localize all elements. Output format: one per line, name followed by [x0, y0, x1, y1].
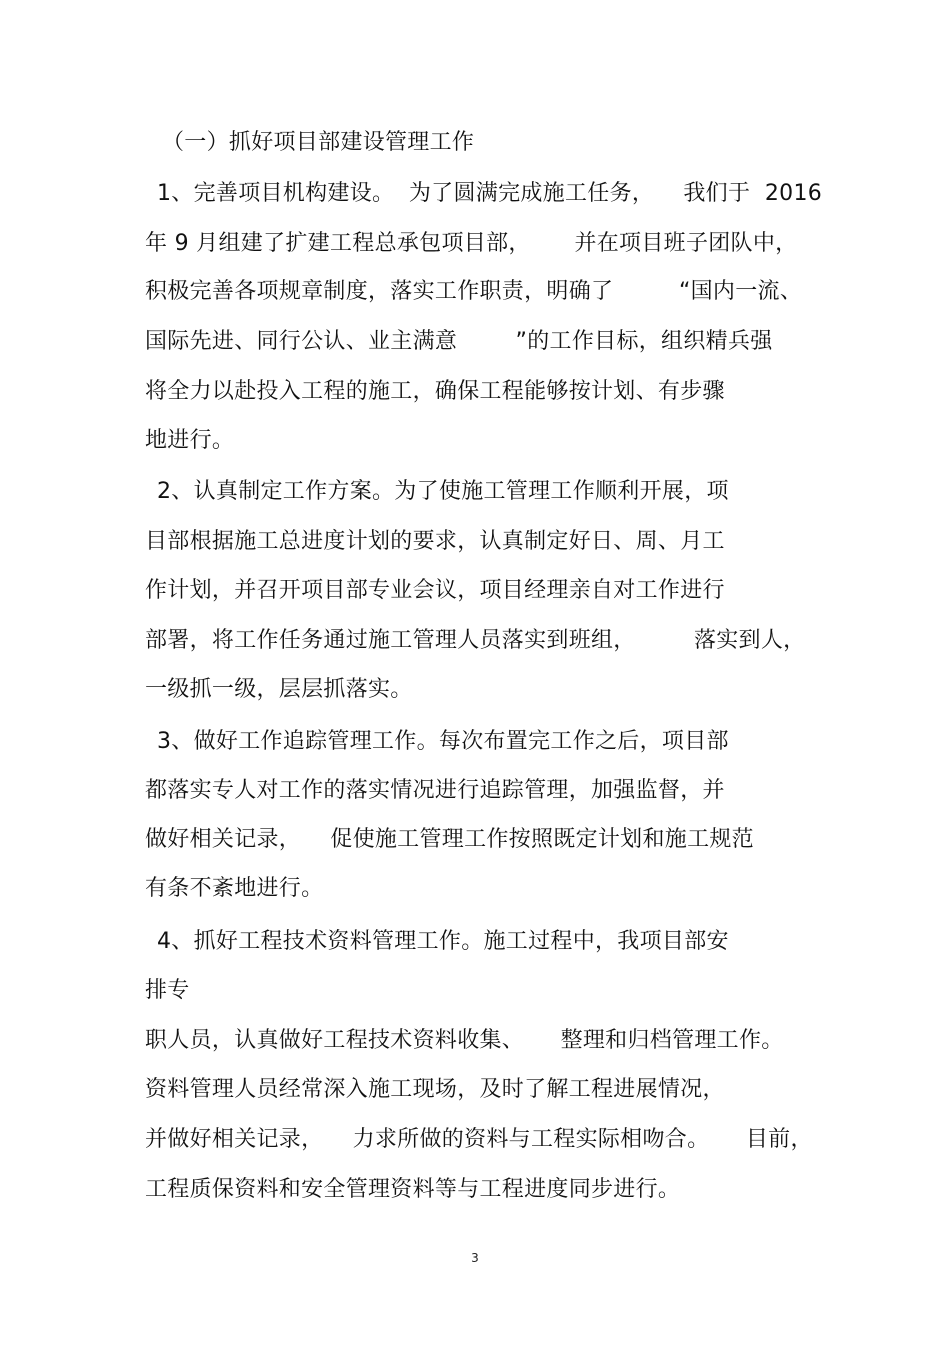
paragraph-line: 4、抓好工程技术资料管理工作。施工过程中，我项目部安 [157, 929, 729, 954]
paragraph-line: 做好相关记录， 促使施工管理工作按照既定计划和施工规范 [145, 827, 754, 852]
paragraph-line: 职人员，认真做好工程技术资料收集、 整理和归档管理工作。 [145, 1028, 784, 1053]
paragraph-line: 地进行。 [145, 428, 235, 453]
paragraph-line: 并做好相关记录， 力求所做的资料与工程实际相吻合。 目前， [145, 1127, 813, 1152]
paragraph-line: 工程质保资料和安全管理资料等与工程进度同步进行。 [145, 1177, 681, 1202]
page-number: 3 [471, 1251, 479, 1265]
paragraph-line: 部署，将工作任务通过施工管理人员落实到班组， 落实到人， [145, 628, 806, 653]
paragraph-line: 一级抓一级，层层抓落实。 [145, 677, 413, 702]
paragraph-line: 都落实专人对工作的落实情况进行追踪管理，加强监督，并 [145, 778, 725, 803]
paragraph-line: 积极完善各项规章制度，落实工作职责，明确了 “国内一流、 [145, 279, 803, 304]
section-heading: （一）抓好项目部建设管理工作 [162, 130, 475, 155]
paragraph-line: 年 9 月组建了扩建工程总承包项目部， 并在项目班子团队中， [145, 231, 798, 256]
paragraph-line: 1、完善项目机构建设。 为了圆满完成施工任务， 我们于 2016 [157, 181, 823, 206]
paragraph-line: 3、做好工作追踪管理工作。每次布置完工作之后，项目部 [157, 729, 729, 754]
paragraph-line: 将全力以赴投入工程的施工，确保工程能够按计划、有步骤 [145, 379, 725, 404]
paragraph-line: 2、认真制定工作方案。为了使施工管理工作顺利开展，项 [157, 479, 729, 504]
paragraph-line: 作计划，并召开项目部专业会议，项目经理亲自对工作进行 [145, 578, 725, 603]
paragraph-line: 排专 [145, 978, 190, 1003]
paragraph-line: 资料管理人员经常深入施工现场，及时了解工程进展情况， [145, 1077, 725, 1102]
paragraph-line: 有条不紊地进行。 [145, 876, 324, 901]
paragraph-line: 目部根据施工总进度计划的要求，认真制定好日、周、月工 [145, 529, 725, 554]
paragraph-line: 国际先进、同行公认、业主满意 ”的工作目标，组织精兵强 [145, 329, 773, 354]
